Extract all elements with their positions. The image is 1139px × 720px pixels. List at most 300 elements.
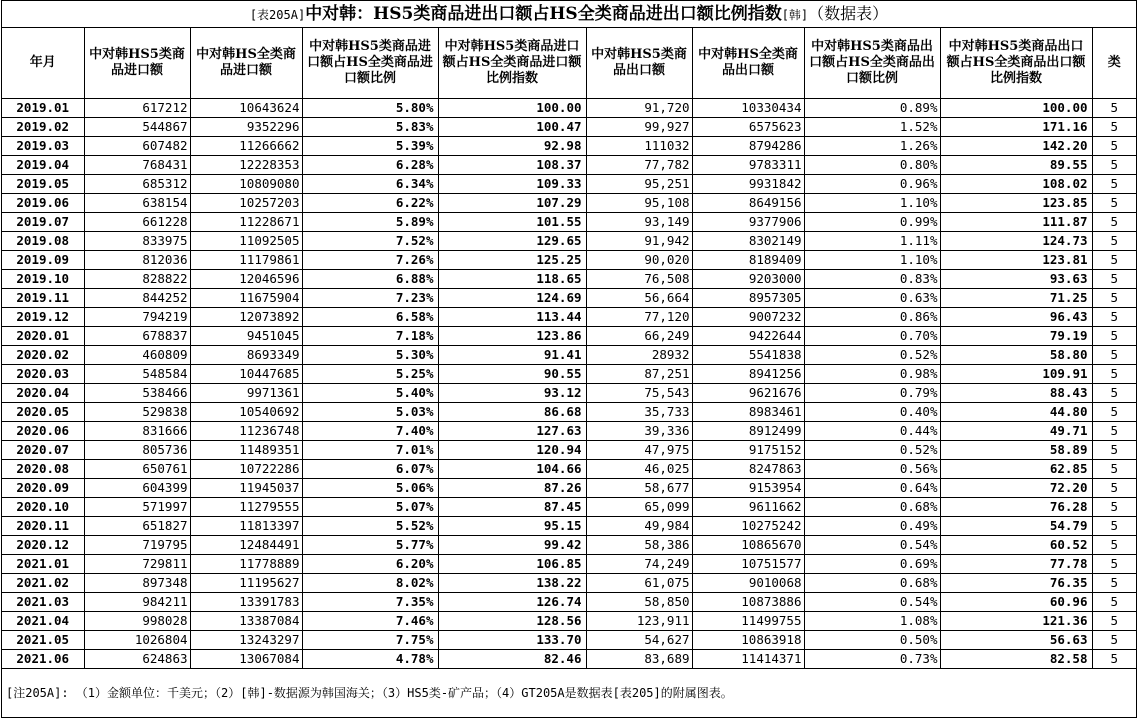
table-cell: 11092505 xyxy=(190,232,302,251)
table-row xyxy=(2,403,1136,422)
table-cell: 99,927 xyxy=(586,118,692,137)
table-cell: 0.83% xyxy=(804,270,940,289)
table-cell: 6.20% xyxy=(302,555,438,574)
table-cell: 0.49% xyxy=(804,517,940,536)
table-cell: 5 xyxy=(1092,289,1136,308)
table-cell: 5 xyxy=(1092,403,1136,422)
table-cell: 93,149 xyxy=(586,213,692,232)
table-row xyxy=(2,593,1136,612)
table-cell: 2020.10 xyxy=(2,498,84,517)
table-cell: 719795 xyxy=(84,536,190,555)
table-cell: 5.25% xyxy=(302,365,438,384)
table-row xyxy=(2,251,1136,270)
table-cell: 2019.02 xyxy=(2,118,84,137)
table-cell: 77.78 xyxy=(940,555,1092,574)
table-cell: 28932 xyxy=(586,346,692,365)
table-cell: 8693349 xyxy=(190,346,302,365)
table-cell: 118.65 xyxy=(438,270,586,289)
table-cell: 47,975 xyxy=(586,441,692,460)
table-cell: 5 xyxy=(1092,137,1136,156)
table-cell: 87.26 xyxy=(438,479,586,498)
table-cell: 8649156 xyxy=(692,194,804,213)
table-cell: 5 xyxy=(1092,308,1136,327)
table-cell: 2021.06 xyxy=(2,650,84,669)
table-cell: 678837 xyxy=(84,327,190,346)
table-cell: 62.85 xyxy=(940,460,1092,479)
table-cell: 2020.07 xyxy=(2,441,84,460)
table-cell: 0.54% xyxy=(804,536,940,555)
table-cell: 0.86% xyxy=(804,308,940,327)
table-cell: 87,251 xyxy=(586,365,692,384)
table-cell: 5.52% xyxy=(302,517,438,536)
table-cell: 101.55 xyxy=(438,213,586,232)
table-cell: 91,720 xyxy=(586,99,692,118)
table-cell: 10809080 xyxy=(190,175,302,194)
table-cell: 2021.03 xyxy=(2,593,84,612)
table-cell: 1.10% xyxy=(804,194,940,213)
table-cell: 9203000 xyxy=(692,270,804,289)
table-cell: 6.07% xyxy=(302,460,438,479)
data-table xyxy=(2,28,1136,669)
table-cell: 9451045 xyxy=(190,327,302,346)
table-cell: 71.25 xyxy=(940,289,1092,308)
table-cell: 10863918 xyxy=(692,631,804,650)
table-cell: 46,025 xyxy=(586,460,692,479)
table-cell: 5 xyxy=(1092,213,1136,232)
table-cell: 83,689 xyxy=(586,650,692,669)
table-cell: 123.86 xyxy=(438,327,586,346)
table-cell: 9010068 xyxy=(692,574,804,593)
table-cell: 5.06% xyxy=(302,479,438,498)
table-cell: 44.80 xyxy=(940,403,1092,422)
table-cell: 120.94 xyxy=(438,441,586,460)
table-cell: 58.89 xyxy=(940,441,1092,460)
table-cell: 2021.05 xyxy=(2,631,84,650)
header-cell: 中对韩HS5类商品进口额占HS全类商品进口额比例指数 xyxy=(438,28,586,99)
table-tag: [表205A] xyxy=(249,8,306,22)
table-cell: 624863 xyxy=(84,650,190,669)
table-cell: 6.22% xyxy=(302,194,438,213)
table-cell: 107.29 xyxy=(438,194,586,213)
table-cell: 9783311 xyxy=(692,156,804,175)
table-cell: 729811 xyxy=(84,555,190,574)
table-cell: 5 xyxy=(1092,365,1136,384)
table-cell: 124.73 xyxy=(940,232,1092,251)
table-cell: 2020.05 xyxy=(2,403,84,422)
table-cell: 100.00 xyxy=(940,99,1092,118)
table-cell: 49,984 xyxy=(586,517,692,536)
header-cell: 年月 xyxy=(2,28,84,99)
table-cell: 7.52% xyxy=(302,232,438,251)
table-cell: 11489351 xyxy=(190,441,302,460)
table-cell: 9422644 xyxy=(692,327,804,346)
table-cell: 0.52% xyxy=(804,441,940,460)
table-cell: 13391783 xyxy=(190,593,302,612)
table-cell: 812036 xyxy=(84,251,190,270)
table-cell: 100.47 xyxy=(438,118,586,137)
table-cell: 8247863 xyxy=(692,460,804,479)
header-cell: 中对韩HS5类商品出口额占HS全类商品出口额比例 xyxy=(804,28,940,99)
table-cell: 0.70% xyxy=(804,327,940,346)
table-cell: 0.40% xyxy=(804,403,940,422)
table-cell: 2019.01 xyxy=(2,99,84,118)
table-row xyxy=(2,137,1136,156)
table-cell: 121.36 xyxy=(940,612,1092,631)
table-row xyxy=(2,232,1136,251)
table-cell: 5.77% xyxy=(302,536,438,555)
table-cell: 0.68% xyxy=(804,498,940,517)
table-cell: 2019.09 xyxy=(2,251,84,270)
table-cell: 0.52% xyxy=(804,346,940,365)
table-cell: 5 xyxy=(1092,631,1136,650)
table-cell: 651827 xyxy=(84,517,190,536)
header-cell: 中对韩HS5类商品出口额占HS全类商品出口额比例指数 xyxy=(940,28,1092,99)
table-cell: 617212 xyxy=(84,99,190,118)
table-cell: 111032 xyxy=(586,137,692,156)
table-cell: 0.99% xyxy=(804,213,940,232)
table-cell: 87.45 xyxy=(438,498,586,517)
table-cell: 1.26% xyxy=(804,137,940,156)
table-cell: 548584 xyxy=(84,365,190,384)
table-cell: 5 xyxy=(1092,517,1136,536)
table-cell: 11195627 xyxy=(190,574,302,593)
table-cell: 93.63 xyxy=(940,270,1092,289)
table-cell: 13243297 xyxy=(190,631,302,650)
table-cell: 8189409 xyxy=(692,251,804,270)
table-cell: 8794286 xyxy=(692,137,804,156)
table-row xyxy=(2,460,1136,479)
table-cell: 12046596 xyxy=(190,270,302,289)
table-cell: 638154 xyxy=(84,194,190,213)
table-cell: 828822 xyxy=(84,270,190,289)
table-cell: 7.23% xyxy=(302,289,438,308)
data-source-tag: [韩] xyxy=(781,8,809,22)
table-cell: 128.56 xyxy=(438,612,586,631)
table-cell: 5 xyxy=(1092,270,1136,289)
header-cell: 中对韩HS5类商品进口额占HS全类商品进口额比例 xyxy=(302,28,438,99)
table-cell: 79.19 xyxy=(940,327,1092,346)
table-cell: 5 xyxy=(1092,479,1136,498)
table-cell: 2020.04 xyxy=(2,384,84,403)
table-row xyxy=(2,441,1136,460)
table-cell: 76.35 xyxy=(940,574,1092,593)
table-cell: 111.87 xyxy=(940,213,1092,232)
table-cell: 11813397 xyxy=(190,517,302,536)
table-cell: 76,508 xyxy=(586,270,692,289)
table-row xyxy=(2,289,1136,308)
table-kind: （数据表） xyxy=(808,4,889,23)
table-cell: 897348 xyxy=(84,574,190,593)
table-cell: 2020.02 xyxy=(2,346,84,365)
table-cell: 10257203 xyxy=(190,194,302,213)
table-cell: 2019.03 xyxy=(2,137,84,156)
table-cell: 2021.02 xyxy=(2,574,84,593)
header-cell: 中对韩HS5类商品出口额 xyxy=(586,28,692,99)
table-cell: 10330434 xyxy=(692,99,804,118)
table-row xyxy=(2,156,1136,175)
table-cell: 5 xyxy=(1092,251,1136,270)
table-cell: 96.43 xyxy=(940,308,1092,327)
table-cell: 5.40% xyxy=(302,384,438,403)
table-cell: 5 xyxy=(1092,536,1136,555)
table-row xyxy=(2,422,1136,441)
table-cell: 6.34% xyxy=(302,175,438,194)
table-row xyxy=(2,555,1136,574)
table-cell: 2020.06 xyxy=(2,422,84,441)
table-row xyxy=(2,346,1136,365)
table-cell: 685312 xyxy=(84,175,190,194)
table-cell: 650761 xyxy=(84,460,190,479)
table-row xyxy=(2,631,1136,650)
table-cell: 60.52 xyxy=(940,536,1092,555)
table-cell: 10447685 xyxy=(190,365,302,384)
table-cell: 460809 xyxy=(84,346,190,365)
table-cell: 5 xyxy=(1092,194,1136,213)
table-cell: 2021.04 xyxy=(2,612,84,631)
table-cell: 142.20 xyxy=(940,137,1092,156)
table-row xyxy=(2,308,1136,327)
table-cell: 129.65 xyxy=(438,232,586,251)
table-cell: 2019.12 xyxy=(2,308,84,327)
table-cell: 794219 xyxy=(84,308,190,327)
table-cell: 133.70 xyxy=(438,631,586,650)
table-cell: 6.28% xyxy=(302,156,438,175)
table-main-title: 中对韩：HS5类商品进出口额占HS全类商品进出口额比例指数 xyxy=(305,4,782,24)
table-cell: 5.03% xyxy=(302,403,438,422)
table-cell: 56,664 xyxy=(586,289,692,308)
table-cell: 6.58% xyxy=(302,308,438,327)
table-cell: 831666 xyxy=(84,422,190,441)
table-cell: 2020.11 xyxy=(2,517,84,536)
table-cell: 5.83% xyxy=(302,118,438,137)
header-row xyxy=(2,28,1136,99)
table-cell: 61,075 xyxy=(586,574,692,593)
table-cell: 109.33 xyxy=(438,175,586,194)
table-cell: 58.80 xyxy=(940,346,1092,365)
table-cell: 91,942 xyxy=(586,232,692,251)
table-cell: 13387084 xyxy=(190,612,302,631)
table-cell: 113.44 xyxy=(438,308,586,327)
table-cell: 844252 xyxy=(84,289,190,308)
table-cell: 0.64% xyxy=(804,479,940,498)
table-cell: 11778889 xyxy=(190,555,302,574)
table-cell: 12073892 xyxy=(190,308,302,327)
table-cell: 1026804 xyxy=(84,631,190,650)
table-row xyxy=(2,517,1136,536)
table-cell: 5 xyxy=(1092,422,1136,441)
table-cell: 7.26% xyxy=(302,251,438,270)
table-cell: 0.69% xyxy=(804,555,940,574)
table-cell: 11228671 xyxy=(190,213,302,232)
table-cell: 10873886 xyxy=(692,593,804,612)
table-cell: 89.55 xyxy=(940,156,1092,175)
table-row xyxy=(2,99,1136,118)
table-cell: 0.68% xyxy=(804,574,940,593)
table-cell: 8957305 xyxy=(692,289,804,308)
table-cell: 5 xyxy=(1092,498,1136,517)
table-cell: 66,249 xyxy=(586,327,692,346)
table-cell: 123,911 xyxy=(586,612,692,631)
table-cell: 82.58 xyxy=(940,650,1092,669)
footnote: [注205A]: （1）金额单位：千美元；（2）[韩]-数据源为韩国海关；（3）HS5类-矿产品；（4）GT205A是数据表[表205]的附属图表。 xyxy=(6,686,733,700)
table-cell: 82.46 xyxy=(438,650,586,669)
table-cell: 5 xyxy=(1092,175,1136,194)
table-row xyxy=(2,270,1136,289)
table-cell: 11279555 xyxy=(190,498,302,517)
table-cell: 123.81 xyxy=(940,251,1092,270)
table-cell: 65,099 xyxy=(586,498,692,517)
table-cell: 99.42 xyxy=(438,536,586,555)
table-cell: 126.74 xyxy=(438,593,586,612)
table-cell: 8912499 xyxy=(692,422,804,441)
table-cell: 5 xyxy=(1092,346,1136,365)
table-cell: 0.73% xyxy=(804,650,940,669)
table-cell: 5 xyxy=(1092,460,1136,479)
header-cell: 中对韩HS全类商品进口额 xyxy=(190,28,302,99)
table-row xyxy=(2,194,1136,213)
table-cell: 7.46% xyxy=(302,612,438,631)
table-cell: 11499755 xyxy=(692,612,804,631)
table-cell: 9352296 xyxy=(190,118,302,137)
table-cell: 49.71 xyxy=(940,422,1092,441)
table-cell: 60.96 xyxy=(940,593,1092,612)
data-sheet xyxy=(1,0,1137,718)
table-cell: 6575623 xyxy=(692,118,804,137)
header-cell: 类 xyxy=(1092,28,1136,99)
table-cell: 5541838 xyxy=(692,346,804,365)
table-cell: 5 xyxy=(1092,593,1136,612)
table-cell: 0.89% xyxy=(804,99,940,118)
table-cell: 10751577 xyxy=(692,555,804,574)
table-cell: 5 xyxy=(1092,574,1136,593)
table-cell: 998028 xyxy=(84,612,190,631)
table-cell: 2019.04 xyxy=(2,156,84,175)
table-cell: 8302149 xyxy=(692,232,804,251)
table-cell: 11236748 xyxy=(190,422,302,441)
table-cell: 10540692 xyxy=(190,403,302,422)
table-cell: 9931842 xyxy=(692,175,804,194)
table-cell: 571997 xyxy=(84,498,190,517)
table-cell: 2020.12 xyxy=(2,536,84,555)
table-cell: 93.12 xyxy=(438,384,586,403)
table-row xyxy=(2,498,1136,517)
table-cell: 10722286 xyxy=(190,460,302,479)
table-cell: 11414371 xyxy=(692,650,804,669)
table-cell: 2019.08 xyxy=(2,232,84,251)
table-cell: 5 xyxy=(1092,384,1136,403)
table-cell: 58,386 xyxy=(586,536,692,555)
table-cell: 39,336 xyxy=(586,422,692,441)
table-cell: 2019.11 xyxy=(2,289,84,308)
table-cell: 5 xyxy=(1092,99,1136,118)
table-cell: 92.98 xyxy=(438,137,586,156)
table-cell: 1.10% xyxy=(804,251,940,270)
header-cell: 中对韩HS全类商品出口额 xyxy=(692,28,804,99)
table-cell: 11266662 xyxy=(190,137,302,156)
table-row xyxy=(2,612,1136,631)
table-cell: 2019.10 xyxy=(2,270,84,289)
table-cell: 76.28 xyxy=(940,498,1092,517)
table-cell: 5 xyxy=(1092,650,1136,669)
header-cell: 中对韩HS5类商品进口额 xyxy=(84,28,190,99)
table-cell: 1.11% xyxy=(804,232,940,251)
table-cell: 2019.05 xyxy=(2,175,84,194)
table-cell: 8941256 xyxy=(692,365,804,384)
table-body xyxy=(2,99,1136,669)
table-cell: 10275242 xyxy=(692,517,804,536)
table-cell: 11179861 xyxy=(190,251,302,270)
table-cell: 0.63% xyxy=(804,289,940,308)
table-cell: 9621676 xyxy=(692,384,804,403)
table-cell: 2021.01 xyxy=(2,555,84,574)
table-cell: 8983461 xyxy=(692,403,804,422)
table-cell: 5 xyxy=(1092,612,1136,631)
table-cell: 77,782 xyxy=(586,156,692,175)
table-cell: 7.18% xyxy=(302,327,438,346)
table-cell: 7.35% xyxy=(302,593,438,612)
table-cell: 7.40% xyxy=(302,422,438,441)
table-cell: 13067084 xyxy=(190,650,302,669)
table-cell: 1.08% xyxy=(804,612,940,631)
table-cell: 123.85 xyxy=(940,194,1092,213)
table-row xyxy=(2,384,1136,403)
table-cell: 5 xyxy=(1092,441,1136,460)
table-cell: 10643624 xyxy=(190,99,302,118)
table-cell: 984211 xyxy=(84,593,190,612)
table-cell: 5 xyxy=(1092,118,1136,137)
table-cell: 90.55 xyxy=(438,365,586,384)
table-cell: 0.56% xyxy=(804,460,940,479)
table-row xyxy=(2,175,1136,194)
table-cell: 10865670 xyxy=(692,536,804,555)
table-cell: 171.16 xyxy=(940,118,1092,137)
table-cell: 124.69 xyxy=(438,289,586,308)
table-row xyxy=(2,479,1136,498)
table-cell: 0.96% xyxy=(804,175,940,194)
table-cell: 661228 xyxy=(84,213,190,232)
table-cell: 5.07% xyxy=(302,498,438,517)
table-cell: 11945037 xyxy=(190,479,302,498)
table-cell: 6.88% xyxy=(302,270,438,289)
table-row xyxy=(2,574,1136,593)
table-cell: 9153954 xyxy=(692,479,804,498)
table-cell: 2020.08 xyxy=(2,460,84,479)
table-cell: 538466 xyxy=(84,384,190,403)
table-cell: 54,627 xyxy=(586,631,692,650)
table-cell: 4.78% xyxy=(302,650,438,669)
table-cell: 2020.09 xyxy=(2,479,84,498)
table-cell: 5 xyxy=(1092,232,1136,251)
table-cell: 2019.07 xyxy=(2,213,84,232)
table-cell: 100.00 xyxy=(438,99,586,118)
table-cell: 138.22 xyxy=(438,574,586,593)
table-cell: 607482 xyxy=(84,137,190,156)
table-cell: 2019.06 xyxy=(2,194,84,213)
table-cell: 5 xyxy=(1092,156,1136,175)
table-cell: 125.25 xyxy=(438,251,586,270)
table-cell: 0.44% xyxy=(804,422,940,441)
table-cell: 91.41 xyxy=(438,346,586,365)
table-cell: 75,543 xyxy=(586,384,692,403)
table-cell: 106.85 xyxy=(438,555,586,574)
table-cell: 805736 xyxy=(84,441,190,460)
table-cell: 833975 xyxy=(84,232,190,251)
table-cell: 2020.01 xyxy=(2,327,84,346)
table-cell: 544867 xyxy=(84,118,190,137)
table-row xyxy=(2,365,1136,384)
table-cell: 9971361 xyxy=(190,384,302,403)
table-cell: 12228353 xyxy=(190,156,302,175)
